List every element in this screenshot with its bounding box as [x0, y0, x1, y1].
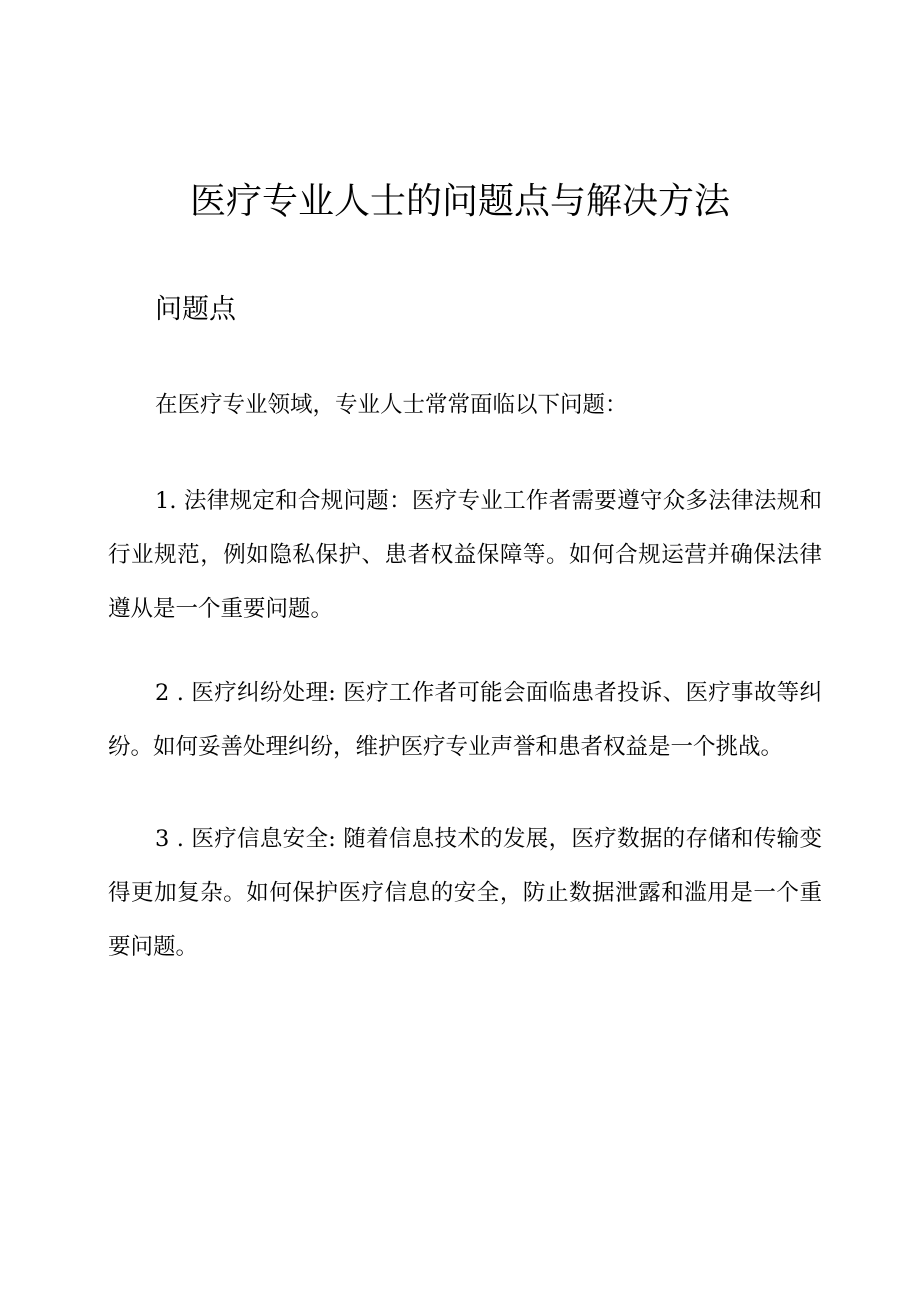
problem-item-legal-compliance: 1. 法律规定和合规问题：医疗专业工作者需要遵守众多法律法规和行业规范，例如隐私保护、患者权益保障等。如何合规运营并确保法律遵从是一个重要问题。 [108, 488, 822, 622]
section-heading-problems: 问题点 [155, 294, 236, 325]
problem-item-information-security: 3 . 医疗信息安全: 随着信息技术的发展，医疗数据的存储和传输变得更加复杂。如何保护医疗信息的安全，防止数据泄露和滥用是一个重要问题。 [108, 826, 822, 960]
document-title: 医疗专业人士的问题点与解决方法 [189, 181, 730, 222]
problem-item-medical-disputes: 2 . 医疗纠纷处理: 医疗工作者可能会面临患者投诉、医疗事故等纠纷。如何妥善处理纠纷，维护医疗专业声誉和患者权益是一个挑战。 [108, 680, 822, 760]
intro-paragraph: 在医疗专业领域，专业人士常常面临以下问题： [155, 392, 628, 418]
